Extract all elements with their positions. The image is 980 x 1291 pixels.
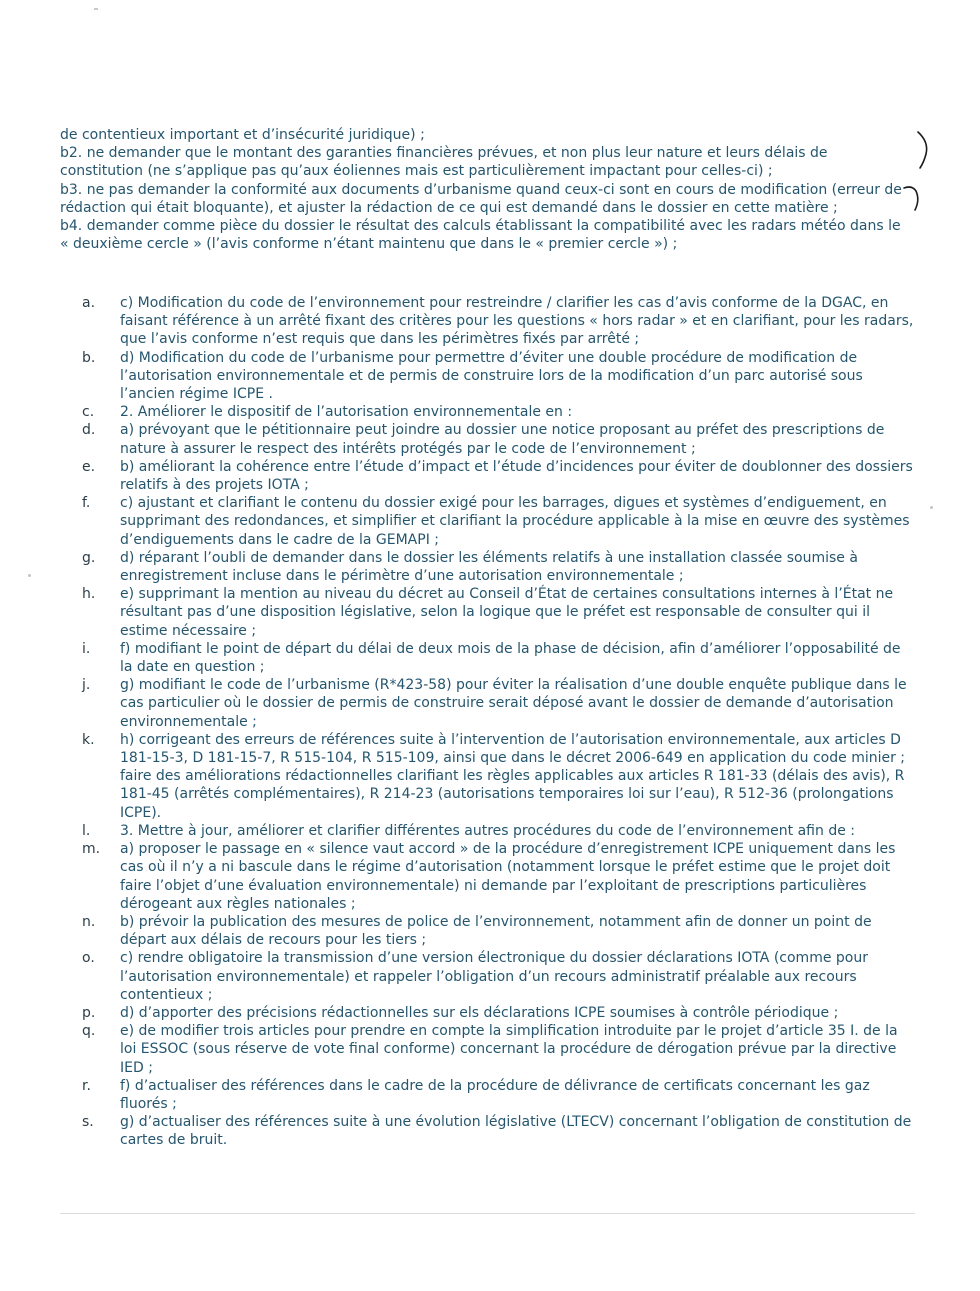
intro-paragraph: de contentieux important et d’insécurité juridique) ; [60,127,425,143]
list-marker: a. [82,295,96,311]
list-item [82,1022,914,1077]
list-item-text: c) ajustant et clarifiant le contenu du dossier exigé pour les barrages, digues et systèmes d’endiguement, en supprimant des redondances, et simplifier et clarifiant la procédure applicable à la mise en œuvre des systèmes d’endiguements dans le cadre de la GEMAPI ; [120,495,910,548]
list-item [82,458,914,494]
list-item [82,421,914,457]
list-marker: o. [82,950,95,967]
list-marker: i. [82,640,91,657]
list-item [82,549,914,585]
list-item [82,676,914,731]
list-marker: d. [82,422,96,439]
list-marker: c. [82,404,95,421]
list-item [82,822,914,840]
list-item-text: e) de modifier trois articles pour prendre en compte la simplification introduite par le projet d’article 35 I. de la loi ESSOC (sous réserve de vote final conforme) concernant la procédure de dérogation prévue par la directive IED ; [120,1023,898,1076]
list-marker: f. [82,495,91,512]
handwritten-bracket-icon [900,182,924,218]
list-item-text: d) d’apporter des précisions rédactionnelles sur els déclarations ICPE soumises à contrôle périodique ; [120,1004,839,1021]
list-item-text: f) modifiant le point de départ du délai de deux mois de la phase de décision, afin d’améliorer l’opposabilité de la date en question ; [120,640,901,676]
intro-paragraph: b2. ne demander que le montant des garanties financières prévues, et non plus leur nature et leurs délais de constitution (ne s’applique pas qu’aux éoliennes mais est particulièrement impactant pour celles-ci) ; [60,145,828,180]
list-item-text: d) réparant l’oubli de demander dans le dossier les éléments relatifs à une installation classée soumise à enregistrement incluse dans le périmètre d’une autorisation environnementale ; [120,549,858,585]
list-marker: s. [82,1114,94,1131]
list-item [82,913,914,949]
list-item-text: 3. Mettre à jour, améliorer et clarifier différentes autres procédures du code de l’environnement afin de : [120,822,855,839]
list-marker: k. [82,731,95,748]
list-item-text: c) Modification du code de l’environnement pour restreindre / clarifier les cas d’avis conforme de la DGAC, en faisant référence à un arrêté fixant des critères pour les questions « hors radar » et en clarifiant, pour les radars, que l’avis conforme n’est requis que dans les périmètres fixés par arrêté ; [120,295,914,348]
list-marker: b. [82,349,96,366]
intro-paragraph: b4. demander comme pièce du dossier le résultat des calculs établissant la compatibilité avec les radars météo dans le « deuxième cercle » (l’avis conforme n’étant maintenu que dans le « premier cercle ») ; [60,218,901,253]
list-marker: l. [82,822,91,839]
list-item-text: b) prévoir la publication des mesures de police de l’environnement, notamment afin de donner un point de départ aux délais de recours pour les tiers ; [120,913,872,949]
list-item [82,640,914,676]
list-marker: m. [82,841,101,858]
list-item-text: e) supprimant la mention au niveau du décret au Conseil d’État de certaines consultations internes à l’État ne résultant pas d’une disposition législative, selon la logique que le préfet est responsable de consulter qui il estime nécessaire ; [120,586,894,639]
list-marker: r. [82,1077,91,1094]
list-item [82,1077,914,1113]
list-item-text: b) améliorant la cohérence entre l’étude d’impact et l’étude d’incidences pour éviter de doublonner des dossiers relatifs à des projets IOTA ; [120,458,913,494]
list-item-text: 2. Améliorer le dispositif de l’autorisation environnementale en : [120,404,573,421]
list-marker: q. [82,1023,96,1040]
list-marker: p. [82,1004,96,1021]
list-item [82,403,914,421]
list-item [82,949,914,1004]
list-item-text: f) d’actualiser des références dans le cadre de la procédure de délivrance de certificats concernant les gaz fluorés ; [120,1077,870,1112]
list-item-text: d) Modification du code de l’urbanisme pour permettre d’éviter une double procédure de modification de l’autorisation environnementale et de permis de construire lors de la modification d’un parc autorisé sous l’ancien régime ICPE . [120,349,863,403]
list-item [82,840,914,913]
intro-paragraph: b3. ne pas demander la conformité aux documents d’urbanisme quand ceux-ci sont en cours de modification (erreur de rédaction qui était bloquante), et ajuster la rédaction de ce qui est demandé dans le dossier en cette matière ; [60,181,902,216]
scan-speck [930,506,933,509]
list-marker: j. [82,677,91,694]
list-marker: h. [82,586,96,603]
list-item-text: g) modifiant le code de l’urbanisme (R*423-58) pour éviter la réalisation d’une double enquête publique dans le cas particulier où le dossier de permis de construire serait déposé avant le dossier de demande d’autorisation environnementale ; [120,677,907,730]
list-item [82,731,914,822]
list-item-text: a) proposer le passage en « silence vaut accord » de la procédure d’enregistrement ICPE uniquement dans les cas où il n’y a ni bascule dans le régime d’autorisation (notamment lorsque le préfet estime que le projet doit faire l’objet d’une évaluation environnementale) ni demande par l’exploitant de prescriptions particulières dérogeant aux règles nationales ; [120,841,896,912]
list-item [82,349,914,404]
list-item-text: a) prévoyant que le pétitionnaire peut joindre au dossier une notice proposant au préfet des prescriptions de nature à assurer le respect des intérêts protégés par le code de l’environnement ; [120,422,885,457]
list-item [82,294,914,349]
list-item [82,1113,914,1149]
list-item-text: g) d’actualiser des références suite à une évolution législative (LTECV) concernant l’obligation de constitution de cartes de bruit. [120,1114,912,1149]
list-marker: n. [82,913,96,930]
list-item [82,585,914,640]
list-item [82,1004,914,1022]
list-marker: g. [82,549,96,566]
amendment-list [82,294,914,1150]
scan-speck [28,574,31,577]
list-item-text: h) corrigeant des erreurs de références suite à l’intervention de l’autorisation environnementale, aux articles D 181-15-3, D 181-15-7, R 515-104, R 515-109, ainsi que dans le décret 2006-649 en application du code minier ; faire des améliorations rédactionnelles clarifiant les règles applicables aux articles R 181-33 (délais des avis), R 181-45 (arrêtés complémentaires), R 214-23 (autorisations temporaires loi sur l’eau), R 512-36 (prolongations ICPE). [120,731,906,821]
intro-block [60,126,912,253]
list-marker: e. [82,458,96,475]
list-item [82,494,914,549]
scan-mark [94,8,98,10]
handwritten-bracket-icon [912,128,936,172]
footer-divider [60,1213,915,1214]
list-item-text: c) rendre obligatoire la transmission d’une version électronique du dossier déclarations IOTA (comme pour l’autorisation environnementale) et rappeler l’obligation d’un recours administratif préalable aux recours contentieux ; [120,950,868,1003]
